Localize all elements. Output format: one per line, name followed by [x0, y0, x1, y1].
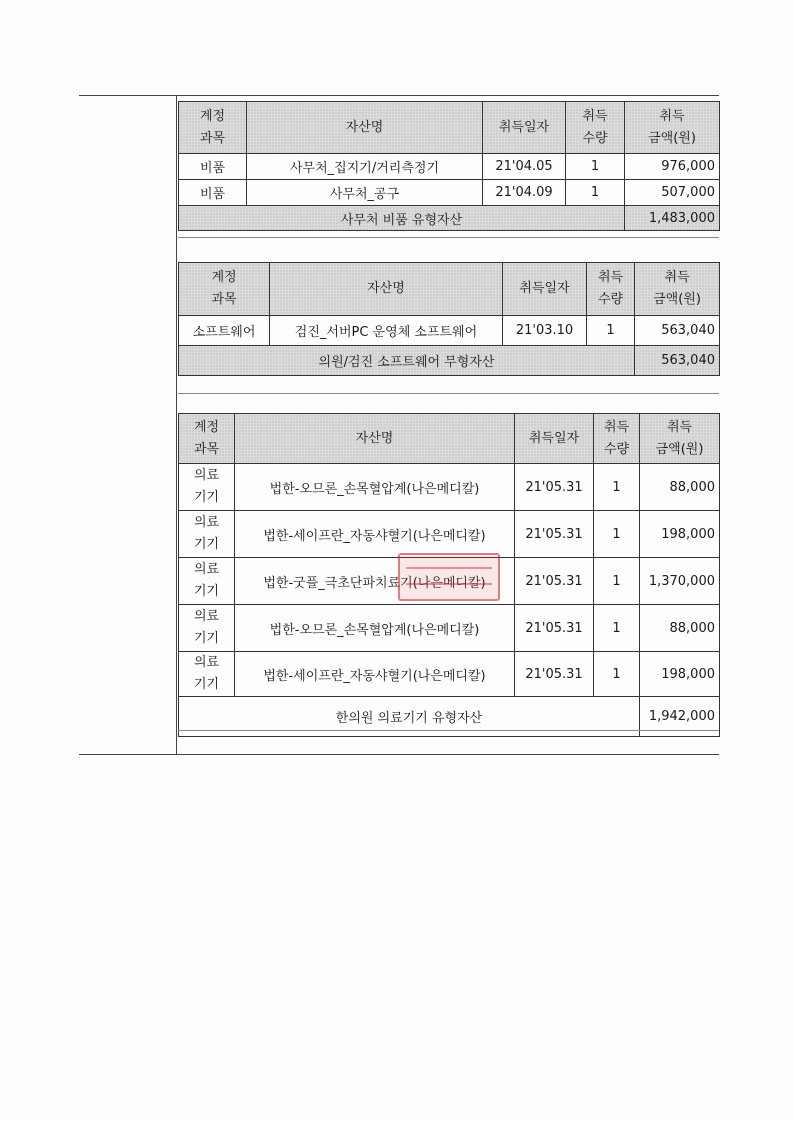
- cell-account: 의료 기기: [179, 558, 235, 605]
- header-asset-name: 자산명: [235, 414, 515, 464]
- cell-amount: 507,000: [625, 180, 720, 206]
- table-row: [179, 180, 720, 206]
- cell-amount: 198,000: [640, 652, 720, 697]
- cell-asset-name: 법한-오므론_손목혈압계(나은메디칼): [235, 605, 515, 652]
- table-row: [179, 605, 720, 652]
- header-asset-name: 자산명: [270, 263, 503, 316]
- subtotal-amount: 1,942,000: [640, 697, 720, 737]
- cell-amount: 88,000: [640, 605, 720, 652]
- frame-top-line: [79, 95, 719, 96]
- table-row: [179, 316, 720, 346]
- cell-asset-name: 검진_서버PC 운영체 소프트웨어: [270, 316, 503, 346]
- cell-asset-name: 법한-세이프란_자동샤혈기(나은메디칼): [235, 652, 515, 697]
- asset-table-software: [178, 262, 720, 376]
- asset-table-office-equipment: [178, 101, 720, 231]
- header-account: 계정 과목: [179, 102, 247, 154]
- cell-qty: 1: [594, 652, 640, 697]
- frame-vertical-line: [176, 95, 177, 755]
- header-amount: 취득 금액(원): [640, 414, 720, 464]
- subtotal-row: [179, 206, 720, 231]
- cell-amount: 88,000: [640, 464, 720, 511]
- cell-amount: 563,040: [635, 316, 720, 346]
- cell-date: 21'04.09: [483, 180, 566, 206]
- cell-date: 21'05.31: [515, 464, 594, 511]
- cell-asset-name: 사무처_집지기/거리측정기: [247, 154, 483, 180]
- header-qty: 취득 수량: [594, 414, 640, 464]
- table-header-row: [179, 414, 720, 464]
- header-asset-name: 자산명: [247, 102, 483, 154]
- cell-account: 비품: [179, 180, 247, 206]
- separator-line: [178, 393, 719, 394]
- subtotal-label: 사무처 비품 유형자산: [179, 206, 625, 231]
- subtotal-label: 한의원 의료기기 유형자산: [179, 697, 640, 737]
- cell-qty: 1: [566, 180, 625, 206]
- cell-amount: 976,000: [625, 154, 720, 180]
- red-seal-stamp: [398, 553, 500, 601]
- subtotal-label: 의원/검진 소프트웨어 무형자산: [179, 346, 635, 376]
- cell-qty: 1: [594, 558, 640, 605]
- table-row: [179, 511, 720, 558]
- header-amount: 취득 금액(원): [625, 102, 720, 154]
- subtotal-amount: 1,483,000: [625, 206, 720, 231]
- table-row: [179, 652, 720, 697]
- cell-asset-name: 사무처_공구: [247, 180, 483, 206]
- cell-qty: 1: [587, 316, 635, 346]
- cell-qty: 1: [594, 511, 640, 558]
- subtotal-row: [179, 346, 720, 376]
- cell-account: 의료 기기: [179, 511, 235, 558]
- cell-account: 소프트웨어: [179, 316, 270, 346]
- cell-amount: 1,370,000: [640, 558, 720, 605]
- header-account: 계정 과목: [179, 414, 235, 464]
- cell-date: 21'05.31: [515, 605, 594, 652]
- header-date: 취득일자: [503, 263, 587, 316]
- cell-date: 21'05.31: [515, 652, 594, 697]
- cell-date: 21'05.31: [515, 511, 594, 558]
- header-qty: 취득 수량: [566, 102, 625, 154]
- cell-account: 의료 기기: [179, 605, 235, 652]
- cell-date: 21'04.05: [483, 154, 566, 180]
- cell-asset-name: 법한-오므론_손목혈압계(나은메디칼): [235, 464, 515, 511]
- separator-line: [178, 730, 719, 731]
- subtotal-amount: 563,040: [635, 346, 720, 376]
- cell-qty: 1: [594, 464, 640, 511]
- cell-account: 의료 기기: [179, 464, 235, 511]
- separator-line: [178, 237, 719, 238]
- header-date: 취득일자: [483, 102, 566, 154]
- header-qty: 취득 수량: [587, 263, 635, 316]
- frame-bottom-line: [79, 754, 719, 755]
- cell-amount: 198,000: [640, 511, 720, 558]
- table-header-row: [179, 263, 720, 316]
- cell-asset-name: 법한-굿플_극초단파치료기(나은메디칼): [235, 558, 515, 605]
- cell-asset-name: 법한-세이프란_자동샤혈기(나은메디칼): [235, 511, 515, 558]
- table-row: [179, 154, 720, 180]
- cell-qty: 1: [566, 154, 625, 180]
- cell-account: 비품: [179, 154, 247, 180]
- header-date: 취득일자: [515, 414, 594, 464]
- table-header-row: [179, 102, 720, 154]
- header-amount: 취득 금액(원): [635, 263, 720, 316]
- header-account: 계정 과목: [179, 263, 270, 316]
- cell-date: 21'05.31: [515, 558, 594, 605]
- cell-account: 의료 기기: [179, 652, 235, 697]
- cell-date: 21'03.10: [503, 316, 587, 346]
- cell-qty: 1: [594, 605, 640, 652]
- table-row: [179, 464, 720, 511]
